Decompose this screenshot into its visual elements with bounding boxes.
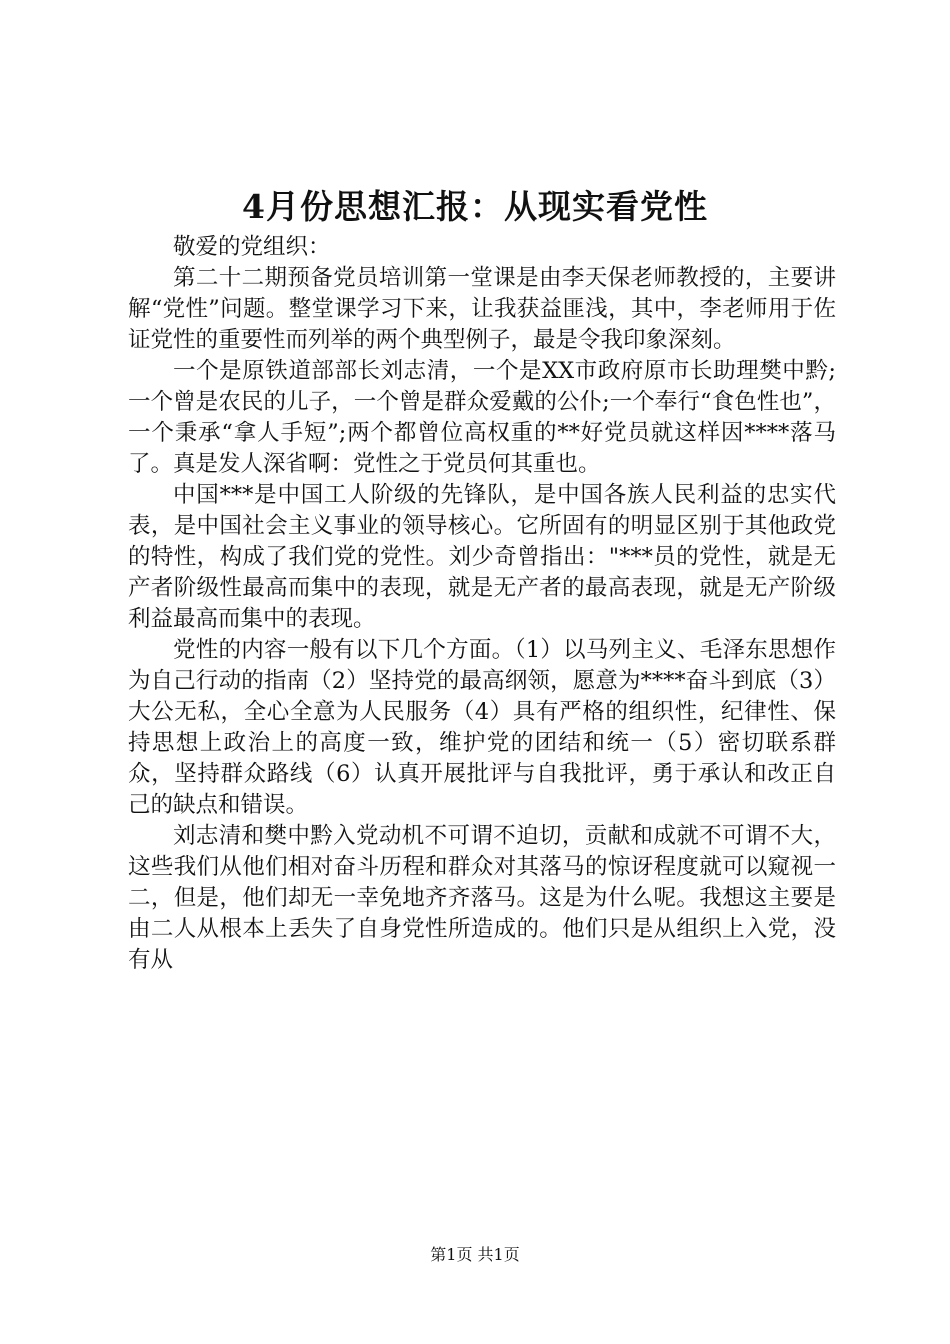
page-footer: 第1页 共1页 xyxy=(430,1245,520,1264)
paragraph-2: 一个是原铁道部部长刘志清，一个是XX市政府原市长助理樊中黔;一个曾是农民的儿子，一个曾是群众爱戴的公仆;一个奉行“食色性也”，一个秉承“拿人手短”;两个都曾位高权重的**好党员就这样因****落马了。真是发人深省啊：党性之于党员何其重也。 xyxy=(128,358,836,477)
paragraph-1: 第二十二期预备党员培训第一堂课是由李天保老师教授的，主要讲解“党性”问题。整堂课学习下来，让我获益匪浅，其中，李老师用于佐证党性的重要性而列举的两个典型例子，最是令我印象深刻。 xyxy=(128,265,836,353)
paragraph-3: 中国***是中国工人阶级的先锋队，是中国各族人民利益的忠实代表，是中国社会主义事业的领导核心。它所固有的明显区别于其他政党的特性，构成了我们党的党性。刘少奇曾指出："***员的党性，就是无产者阶级性最高而集中的表现，就是无产者的最高表现，就是无产阶级利益最高而集中的表现。 xyxy=(128,482,836,632)
paragraph-5: 刘志清和樊中黔入党动机不可谓不迫切，贡献和成就不可谓不大，这些我们从他们相对奋斗历程和群众对其落马的惊讶程度就可以窥视一二，但是，他们却无一幸免地齐齐落马。这是为什么呢。我想这主要是由二人从根本上丢失了自身党性所造成的。他们只是从组织上入党，没有从 xyxy=(128,823,836,973)
document-title: 4月份思想汇报：从现实看党性 xyxy=(242,187,708,226)
salutation: 敬爱的党组织： xyxy=(173,234,331,260)
document-body xyxy=(128,232,836,976)
paragraph-4: 党性的内容一般有以下几个方面。（1）以马列主义、毛泽东思想作为自己行动的指南（2）坚持党的最高纲领，愿意为****奋斗到底（3）大公无私，全心全意为人民服务（4）具有严格的组织性，纪律性、保持思想上政治上的高度一致，维护党的团结和统一（5）密切联系群众，坚持群众路线（6）认真开展批评与自我批评，勇于承认和改正自己的缺点和错误。 xyxy=(128,637,836,818)
